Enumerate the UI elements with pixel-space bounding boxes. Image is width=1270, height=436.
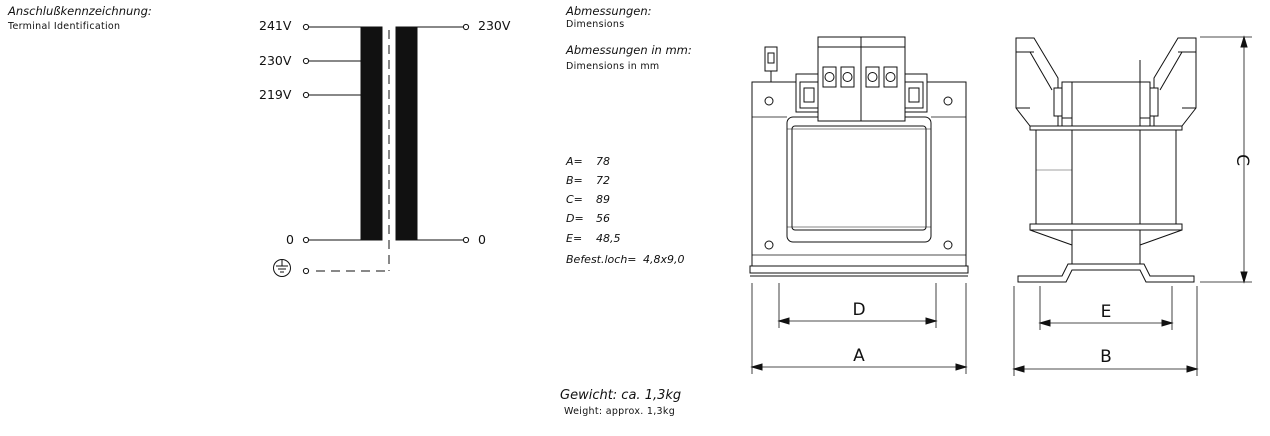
dim-label-e: E — [1100, 302, 1112, 322]
dim-d-value: 56 — [596, 212, 610, 225]
side-view-drawing — [1014, 37, 1252, 376]
mounting-hole-value: 4,8x9,0 — [643, 253, 685, 266]
dim-e-label: E= — [566, 232, 583, 245]
mounting-hole-label: Befest.loch= — [566, 253, 637, 266]
dim-label-a: A — [853, 346, 865, 366]
dim-d-label: D= — [566, 212, 584, 225]
side-core-column — [1072, 82, 1140, 270]
weight-en: Weight: approx. 1,3kg — [564, 406, 676, 417]
terminal-dot-230v — [303, 58, 308, 63]
terminal-dot-241v — [303, 24, 308, 29]
dimensions-title-en: Dimensions — [566, 19, 625, 30]
weight-de: Gewicht: ca. 1,3kg — [560, 388, 682, 403]
secondary-terminal-230v: 230V — [478, 18, 511, 33]
earth-ground-icon — [274, 260, 291, 277]
dim-c-value: 89 — [596, 193, 610, 206]
terminal-dot-earth — [303, 268, 308, 273]
terminal-dot-219v — [303, 92, 308, 97]
dim-a-value: 78 — [596, 155, 610, 168]
terminal-title-de: Anschlußkennzeichnung: — [8, 4, 152, 18]
dimensions-mm-de: Abmessungen in mm: — [566, 43, 692, 57]
primary-terminal-241v: 241V — [259, 18, 292, 33]
dim-e-value: 48,5 — [596, 232, 621, 245]
transformer-schematic — [274, 24, 469, 276]
dim-label-b: B — [1100, 347, 1112, 367]
primary-terminal-230v: 230V — [259, 53, 292, 68]
terminal-title-en: Terminal Identification — [8, 21, 121, 32]
primary-terminal-219v: 219V — [259, 87, 292, 102]
dim-b-value: 72 — [596, 174, 610, 187]
terminal-dot-primary-0 — [303, 237, 308, 242]
dim-label-c: C — [1232, 154, 1252, 166]
dimensions-title-de: Abmessungen: — [566, 4, 652, 18]
secondary-terminal-0: 0 — [478, 232, 486, 247]
dim-c-label: C= — [566, 193, 583, 206]
dim-b-label: B= — [566, 174, 583, 187]
front-view-drawing — [750, 37, 968, 374]
dimensions-mm-en: Dimensions in mm — [566, 61, 660, 72]
dim-label-d: D — [852, 300, 866, 320]
front-window — [787, 117, 931, 242]
terminal-dot-secondary-230v — [463, 24, 468, 29]
dim-a-label: A= — [566, 155, 583, 168]
primary-terminal-0: 0 — [286, 232, 294, 247]
terminal-dot-secondary-0 — [463, 237, 468, 242]
primary-winding-core — [361, 27, 382, 240]
secondary-winding-core — [396, 27, 417, 240]
